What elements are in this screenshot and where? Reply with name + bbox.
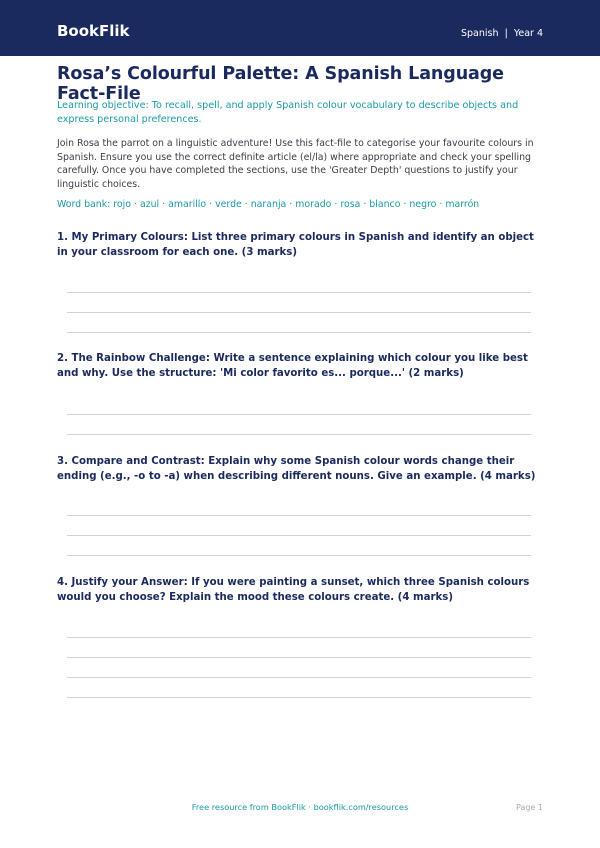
answer-line[interactable] <box>67 312 531 313</box>
answer-line[interactable] <box>67 555 531 556</box>
intro-paragraph: Join Rosa the parrot on a linguistic adventure! Use this fact-file to categorise your favourite colours in Spanish. Ensure you use the correct definite article (el/la) where appropriate and check your spelling carefully. Once you have completed the sections, use the 'Greater Depth' questions to justify your linguistic choices. <box>57 138 534 190</box>
answer-line[interactable] <box>67 515 531 516</box>
question-3: 3. Compare and Contrast: Explain why some Spanish colour words change their ending (e.g., -o to -a) when describing different nouns. Give an example. (4 marks) <box>57 456 536 482</box>
header-bar <box>0 0 600 56</box>
answer-line[interactable] <box>67 414 531 415</box>
answer-line[interactable] <box>67 697 531 698</box>
year-label: Year 4 <box>513 28 543 39</box>
question-4: 4. Justify your Answer: If you were painting a sunset, which three Spanish colours would you choose? Explain the mood these colours create. (4 marks) <box>57 577 530 603</box>
question-2: 2. The Rainbow Challenge: Write a sentence explaining which colour you like best and why. Use the structure: 'Mi color favorito es... porque...' (2 marks) <box>57 353 528 379</box>
answer-line[interactable] <box>67 657 531 658</box>
brand-logo: BookFlik <box>57 22 130 40</box>
page-title: Rosa’s Colourful Palette: A Spanish Language Fact-File <box>57 64 504 104</box>
footer-credit: Free resource from BookFlik · bookflik.com/resources <box>191 802 409 812</box>
answer-line[interactable] <box>67 535 531 536</box>
answer-line[interactable] <box>67 292 531 293</box>
learning-objective: Learning objective: To recall, spell, and apply Spanish colour vocabulary to describe objects and express personal preferences. <box>57 100 519 125</box>
meta-separator: | <box>504 28 508 39</box>
question-1: 1. My Primary Colours: List three primary colours in Spanish and identify an object in your classroom for each one. (3 marks) <box>57 232 534 258</box>
word-bank: Word bank: rojo · azul · amarillo · verde · naranja · morado · rosa · blanco · negro · marrón <box>57 199 480 210</box>
subject-year-label <box>461 28 543 39</box>
answer-line[interactable] <box>67 434 531 435</box>
page-number: Page 1 <box>516 803 543 812</box>
answer-line[interactable] <box>67 637 531 638</box>
answer-line[interactable] <box>67 332 531 333</box>
answer-line[interactable] <box>67 677 531 678</box>
subject-label: Spanish <box>461 28 499 39</box>
